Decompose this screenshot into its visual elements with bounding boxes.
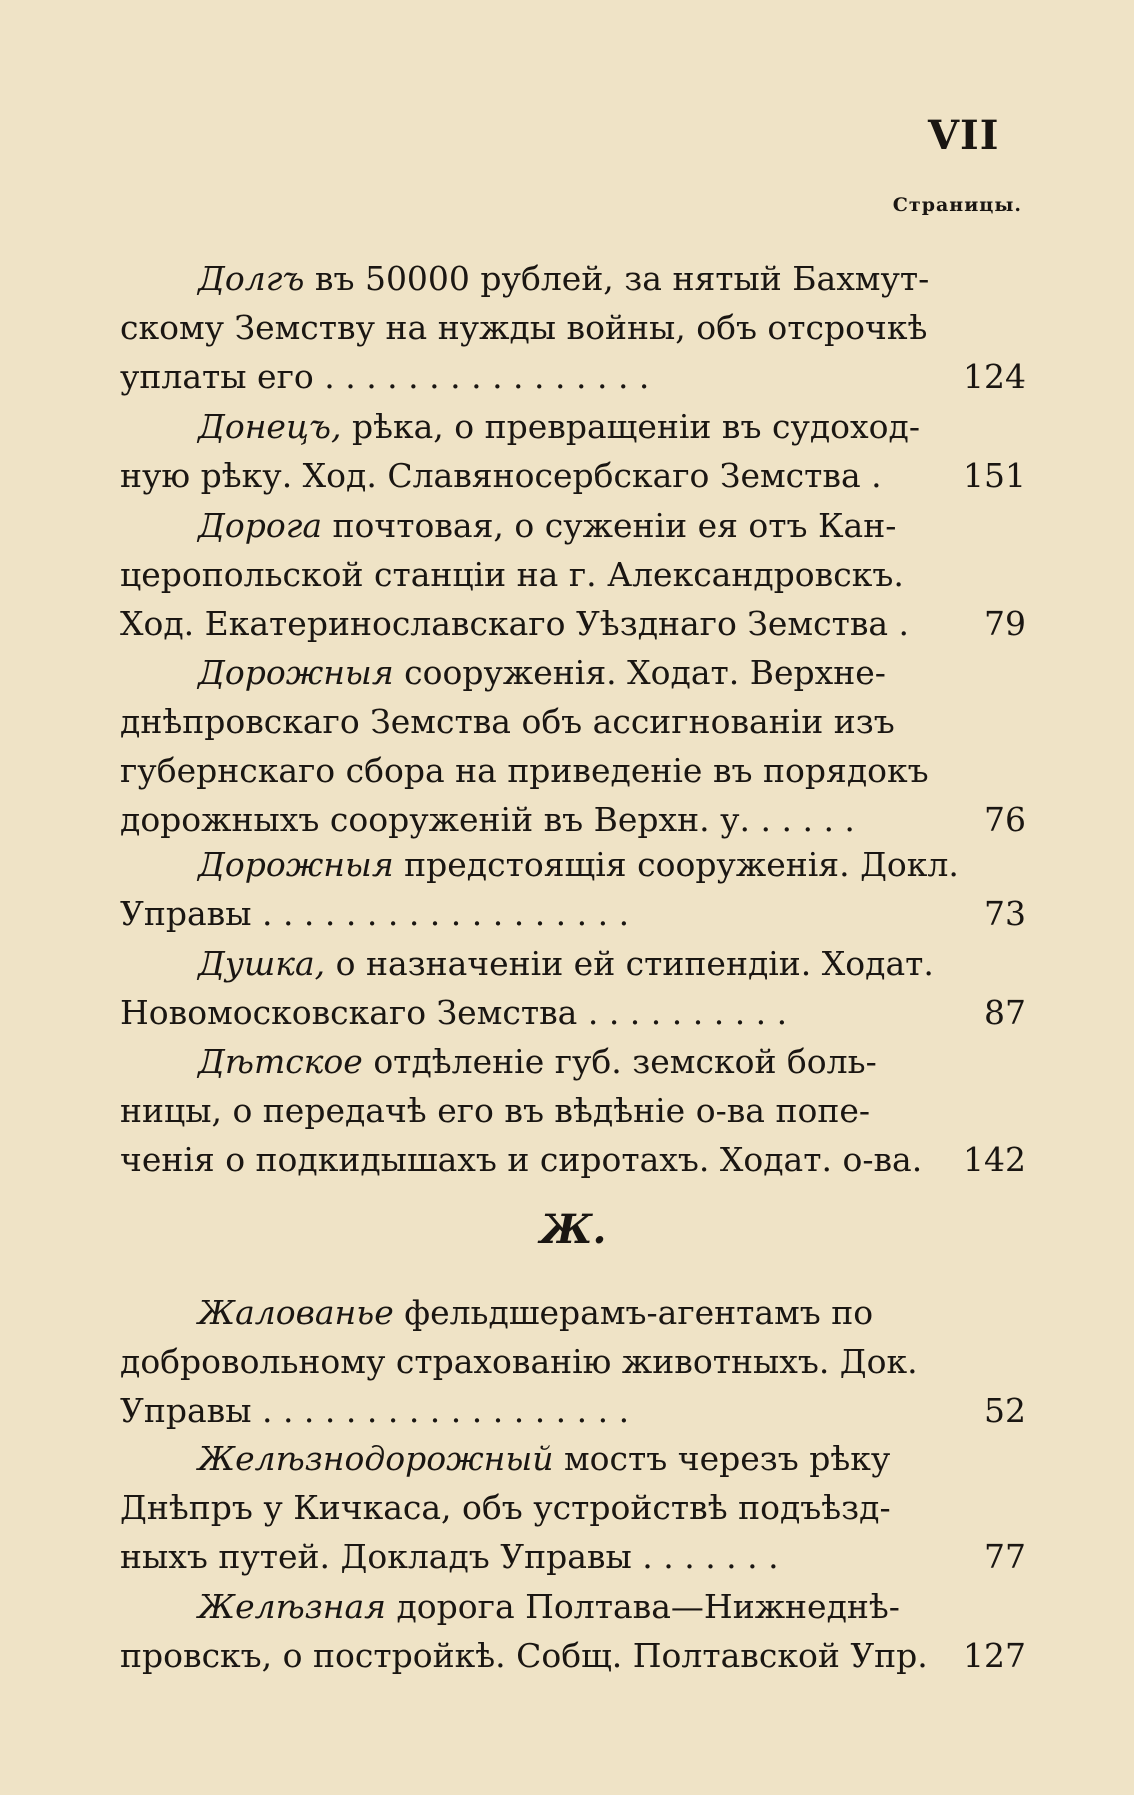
entry-term: Желѣзнодорожный <box>198 1439 554 1478</box>
entry-line: Днѣпръ у Кичкаса, объ устройствѣ подъѣзд- <box>120 1488 891 1527</box>
entry-line: провскъ, о постройкѣ. Собщ. Полтавской Упр. <box>120 1636 928 1675</box>
entry-line: Долгъ въ 50000 рублей, за нятый Бахмут- <box>198 259 930 298</box>
entry-line: церопольской станцiи на г. Александровскъ. <box>120 555 904 594</box>
page-ref: 52 <box>984 1391 1026 1430</box>
page-ref: 87 <box>984 993 1026 1032</box>
entry-line: Душка, о назначенiи ей стипендiи. Ходат. <box>198 944 934 983</box>
entry-line: ницы, о передачѣ его въ вѣдѣнiе о-ва попе- <box>120 1091 870 1130</box>
page-ref: 77 <box>984 1537 1026 1576</box>
page-ref: 76 <box>984 800 1026 839</box>
entry-line: ную рѣку. Ход. Славяносербскаго Земства . <box>120 456 882 495</box>
entry-line: губернскаго сбора на приведенiе въ порядокъ <box>120 751 929 790</box>
entry-term: Дорожныя <box>198 653 394 692</box>
entry-line: Ход. Екатеринославскаго Уѣзднаго Земства . <box>120 604 910 643</box>
entry-line: Донецъ, рѣка, о превращенiи въ судоход- <box>198 407 920 446</box>
entry-line: Желѣзнодорожный мостъ черезъ рѣку <box>198 1439 891 1478</box>
entry-line: Управы . . . . . . . . . . . . . . . . . . <box>120 894 630 933</box>
entry-line: ченiя о подкидышахъ и сиротахъ. Ходат. о-ва. <box>120 1140 923 1179</box>
page-number: VII <box>928 112 1000 159</box>
entry-line: дорожныхъ сооруженiй въ Верхн. у. . . . . . <box>120 800 855 839</box>
entry-term: Жалованье <box>198 1293 394 1332</box>
entry-line: скому Земству на нужды войны, объ отсрочкѣ <box>120 308 928 347</box>
entry-line: добровольному страхованiю животныхъ. Док. <box>120 1342 918 1381</box>
entry-line: уплаты его . . . . . . . . . . . . . . . . <box>120 357 650 396</box>
page-ref: 127 <box>963 1636 1026 1675</box>
entry-line: Дѣтское отдѣленiе губ. земской боль- <box>198 1042 877 1081</box>
entry-term: Душка, <box>198 944 326 983</box>
entry-line: Управы . . . . . . . . . . . . . . . . . . <box>120 1391 630 1430</box>
entry-line: Дорожныя предстоящiя сооруженiя. Докл. <box>198 845 959 884</box>
entry-line: Желѣзная дорога Полтава—Нижнеднѣ- <box>198 1587 900 1626</box>
page-ref: 142 <box>963 1140 1026 1179</box>
entry-term: Желѣзная <box>198 1587 386 1626</box>
entry-line: ныхъ путей. Докладъ Управы . . . . . . . <box>120 1537 779 1576</box>
entry-term: Донецъ, <box>198 407 342 446</box>
page-ref: 79 <box>984 604 1026 643</box>
entry-term: Долгъ <box>198 259 305 298</box>
entry-line: Дорога почтовая, о суженiи ея отъ Кан- <box>198 506 897 545</box>
entry-line: Дорожныя сооруженiя. Ходат. Верхне- <box>198 653 886 692</box>
entry-term: Дорога <box>198 506 323 545</box>
entry-term: Дорожныя <box>198 845 394 884</box>
page-ref: 73 <box>984 894 1026 933</box>
entry-line: Жалованье фельдшерамъ-агентамъ по <box>198 1293 874 1332</box>
page-ref: 151 <box>963 456 1026 495</box>
page-ref: 124 <box>963 357 1026 396</box>
entry-line: Новомосковскаго Земства . . . . . . . . . . <box>120 993 788 1032</box>
column-header: Страницы. <box>892 194 1022 216</box>
entry-term: Дѣтское <box>198 1042 363 1081</box>
entry-line: днѣпровскаго Земства объ ассигнованiи изъ <box>120 702 895 741</box>
section-heading: Ж. <box>540 1206 607 1253</box>
